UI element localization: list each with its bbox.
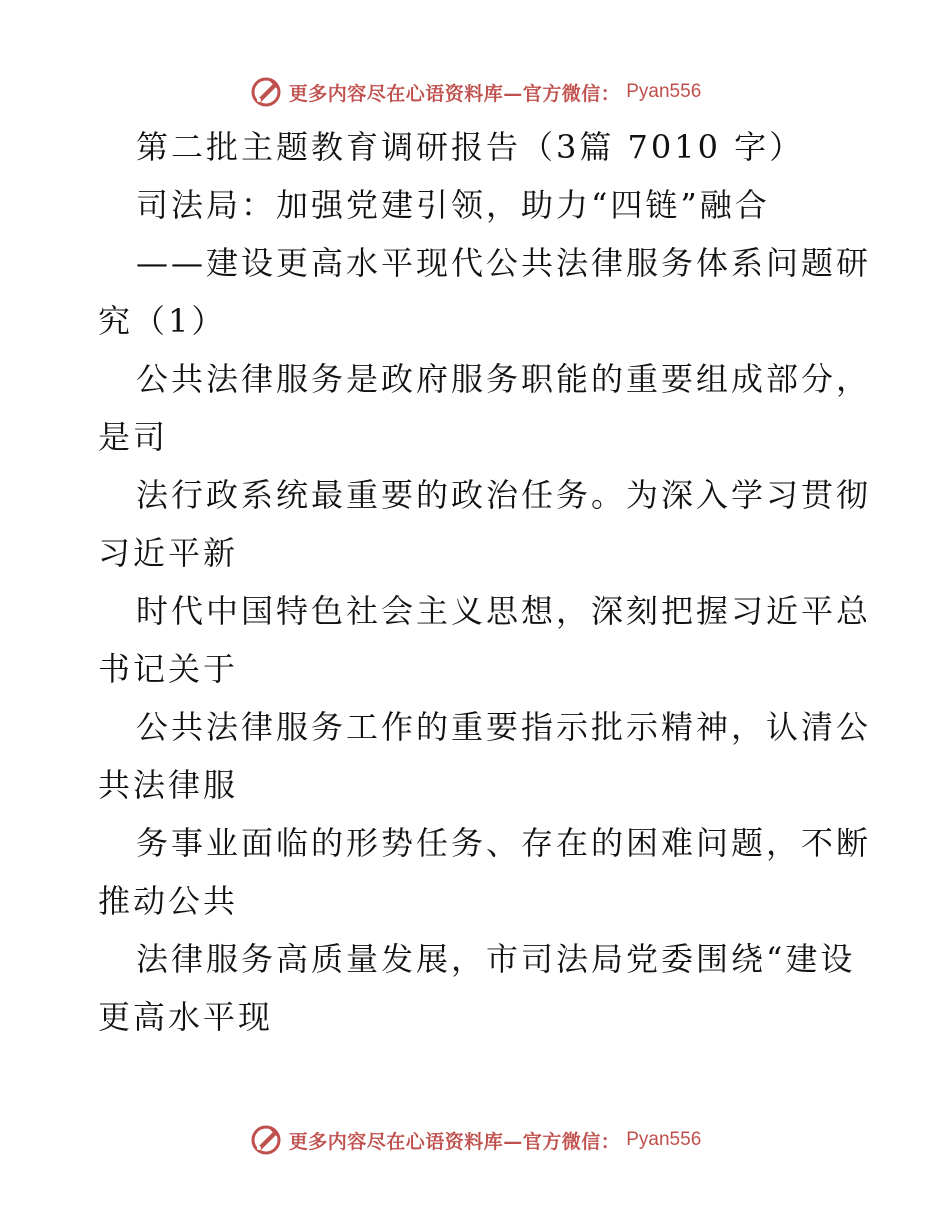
document-body [98,118,872,1046]
text-line: 推动公共 [98,882,239,920]
watermark-text: 更多内容尽在心语资料库—官方微信： [288,1130,621,1153]
watermark-text: 更多内容尽在心语资料库—官方微信： [288,82,621,105]
text-line: 更高水平现 [98,998,274,1036]
text-line: 书记关于 [98,650,239,688]
header-watermark [0,72,950,112]
text-line: 共法律服 [98,766,239,804]
text-line: 究（1） [98,302,227,340]
text-line: 第二批主题教育调研报告（3篇 7010 字） [136,128,805,166]
text-line: 习近平新 [98,534,239,572]
text-line: 公共法律服务是政府服务职能的重要组成部分， [136,360,872,398]
text-line: 公共法律服务工作的重要指示批示精神，认清公 [136,708,872,746]
text-line: 时代中国特色社会主义思想，深刻把握习近平总 [136,592,872,630]
text-line: 是司 [98,418,169,456]
text-line: 司法局：加强党建引领，助力“四链”融合 [136,186,770,224]
quill-logo-icon [249,1123,283,1157]
footer-watermark [0,1120,950,1160]
text-line: ——建设更高水平现代公共法律服务体系问题研 [136,244,872,282]
text-line: 法律服务高质量发展，市司法局党委围绕“建设 [136,940,856,978]
watermark-wechat-id: Pyan556 [626,81,702,102]
watermark-wechat-id: Pyan556 [626,1129,702,1150]
text-line: 务事业面临的形势任务、存在的困难问题，不断 [136,824,872,862]
quill-logo-icon [249,75,283,109]
text-line: 法行政系统最重要的政治任务。为深入学习贯彻 [136,476,872,514]
